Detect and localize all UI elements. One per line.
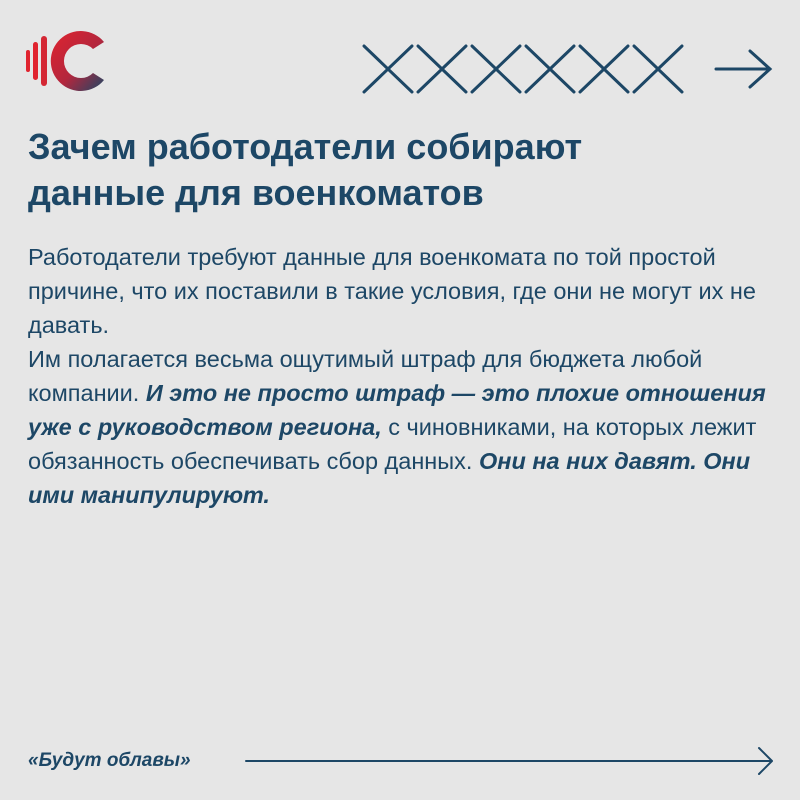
title-line-1: Зачем работодатели собирают: [28, 126, 583, 167]
paragraph-2-continue: с чиновниками, на которых лежит обязанность обеспечивать сбор данных.: [28, 414, 757, 474]
paragraph-1: Работодатели требуют данные для военкомата по той простой причине, что их поставили в такие условия, где они не могут их не давать.: [28, 244, 756, 338]
logo-icon: [24, 26, 110, 96]
crosses-arrow-decoration: [362, 44, 774, 94]
paragraph-2-plain: Им полагается весьма ощутимый штраф для бюджета любой компании.: [28, 346, 703, 406]
paragraph-2-emphasis-end: Они на них давят. Они ими манипулируют.: [28, 448, 751, 508]
long-arrow-right-icon[interactable]: [244, 745, 776, 777]
title-line-2: данные для военкоматов: [28, 172, 484, 213]
article-body: [28, 240, 778, 512]
footer-label: «Будут облавы»: [28, 750, 191, 771]
paragraph-2-emphasis: И это не просто штраф — это плохие отношения уже с руководством региона,: [28, 380, 766, 440]
page-title: [28, 124, 768, 216]
